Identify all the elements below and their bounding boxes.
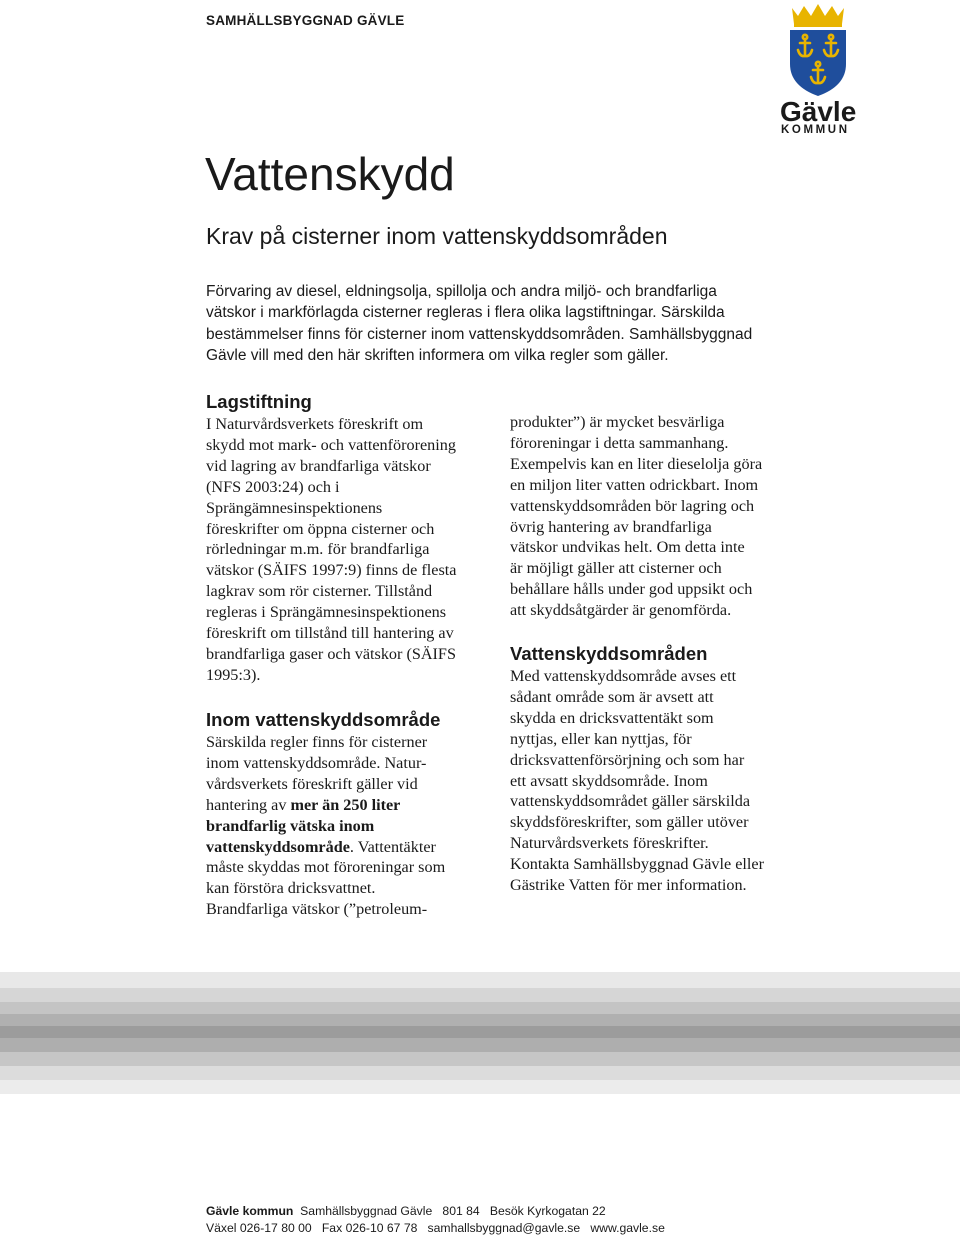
text-line: övrig hantering av brandfarliga — [510, 517, 712, 536]
text-line: måste skyddas mot föroreningar som — [206, 858, 446, 877]
text-line — [206, 795, 498, 816]
page-title: Vattenskydd — [205, 148, 455, 200]
text-line: skydd mot mark- och vattenförorening — [206, 435, 456, 454]
section-heading: Lagstiftning — [206, 391, 312, 412]
text-line: Naturvårdsverkets föreskrifter. — [510, 834, 709, 853]
intro-line: vätskor i markförlagda cisterner regleras i flera olika lagstiftningar. Särskilda — [206, 304, 725, 322]
text-line: sådant område som är avsett att — [510, 687, 714, 706]
text-line: ett avsatt skyddsområde. Inom — [510, 771, 708, 790]
section-body — [206, 732, 498, 920]
text-line: att skyddsåtgärder är genomförda. — [510, 601, 732, 620]
text-line: Särskilda regler finns för cisterner — [206, 733, 428, 751]
band-stripe — [0, 1026, 960, 1038]
text-line: vätskor (SÄIFS 1997:9) finns de flesta — [206, 561, 457, 580]
text-line: vattenskyddsområden bör lagring och — [510, 496, 755, 515]
text-line: skyddsföreskrifter, som gäller utöver — [510, 813, 749, 832]
footer-line-2: Växel 026-17 80 00 Fax 026-10 67 78 samhallsbyggnad@gavle.se www.gavle.se — [206, 1221, 665, 1235]
text-line: brandfarliga gaser och vätskor (SÄIFS — [206, 644, 456, 663]
section-inom — [206, 708, 498, 920]
crown-icon — [792, 4, 844, 24]
text-line: I Naturvårdsverkets föreskrift om — [206, 415, 424, 433]
band-stripe — [0, 988, 960, 1002]
text-line: skydda en dricksvattentäkt som — [510, 708, 714, 727]
text-line: vattenskyddsområdet gäller särskilda — [510, 792, 751, 811]
text-line: vätskor undvikas helt. Om detta inte — [510, 538, 745, 557]
section-body — [206, 414, 498, 686]
text-line: kan förstöra dricksvattnet. — [206, 879, 376, 898]
band-stripe — [0, 1052, 960, 1066]
band-stripe — [0, 1038, 960, 1052]
text-line: 1995:3). — [206, 665, 261, 684]
bold-text: mer än 250 liter — [290, 795, 401, 814]
text-line: produkter”) är mycket besvärliga — [510, 413, 725, 431]
text-line: rörledningar m.m. för brandfarliga — [206, 540, 430, 559]
band-stripe — [0, 1014, 960, 1026]
text-line: regleras i Sprängämnesinspektionens — [206, 603, 447, 622]
text-span: hantering av — [206, 795, 291, 814]
band-stripe — [0, 1002, 960, 1014]
section-vattenskyddsomraden — [510, 642, 800, 896]
text-line: Exempelvis kan en liter dieselolja göra — [510, 454, 763, 473]
text-line: (NFS 2003:24) och i — [206, 477, 340, 496]
footer-line-1 — [206, 1203, 606, 1219]
text-line: behållare hålls under god uppsikt och — [510, 580, 753, 599]
text-line: föreskrifter om öppna cisterner och — [206, 519, 435, 538]
text-line: Kontakta Samhällsbyggnad Gävle eller — [510, 855, 764, 874]
coat-of-arms-icon — [778, 2, 858, 98]
section-heading: Inom vattenskyddsområde — [206, 709, 441, 730]
text-line: föreskrift om tillstånd till hantering av — [206, 624, 454, 643]
text-line: en miljon liter vatten odrickbart. Inom — [510, 475, 759, 494]
intro-line: bestämmelser finns för cisterner inom vattenskyddsområden. Samhällsbyggnad — [206, 325, 753, 343]
text-line — [206, 837, 498, 858]
text-line: Gästrike Vatten för mer information. — [510, 876, 747, 895]
section-body — [510, 666, 800, 896]
text-line: vid lagring av brandfarliga vätskor — [206, 456, 431, 475]
intro-paragraph — [206, 281, 806, 367]
logo-name: Gävle — [780, 96, 857, 127]
text-line: lagkrav som rör cisterner. Tillstånd — [206, 582, 433, 601]
text-line: är möjligt gäller att cisterner och — [510, 559, 722, 578]
text-line: föroreningar i detta sammanhang. — [510, 433, 729, 452]
band-stripe — [0, 1080, 960, 1094]
org-label: SAMHÄLLSBYGGNAD GÄVLE — [206, 13, 405, 28]
text-line: Sprängämnesinspektionens — [206, 498, 383, 517]
band-stripe — [0, 972, 960, 988]
footer-address: Samhällsbyggnad Gävle 801 84 Besök Kyrkogatan 22 — [300, 1204, 606, 1218]
text-line: Med vattenskyddsområde avses ett — [510, 667, 737, 685]
text-span: . Vattentäkter — [349, 837, 436, 856]
text-line: nyttjas, eller kan nyttjas, för — [510, 729, 692, 748]
text-line: dricksvattenförsörjning och som har — [510, 750, 745, 769]
intro-line: Förvaring av diesel, eldningsolja, spillolja och andra miljö- och brandfarliga — [206, 283, 717, 300]
text-line: Brandfarliga vätskor (”petroleum- — [206, 900, 428, 919]
text-line — [206, 816, 498, 837]
bold-text: brandfarlig vätska inom — [206, 816, 375, 835]
section-continuation — [510, 412, 800, 621]
footer-org-name: Gävle kommun — [206, 1204, 294, 1218]
intro-line: Gävle vill med den här skriften informera om vilka regler som gäller. — [206, 347, 669, 365]
bold-text: vattenskyddsområde — [206, 837, 350, 856]
section-heading: Vattenskyddsområden — [510, 643, 708, 664]
text-line: inom vattenskyddsområde. Natur- — [206, 753, 427, 772]
page-subtitle: Krav på cisterner inom vattenskyddsområden — [206, 223, 668, 249]
band-stripe — [0, 1066, 960, 1080]
text-line: vårdsverkets föreskrift gäller vid — [206, 774, 418, 793]
logo-subtext: KOMMUN — [781, 124, 850, 136]
section-lagstiftning — [206, 390, 498, 686]
